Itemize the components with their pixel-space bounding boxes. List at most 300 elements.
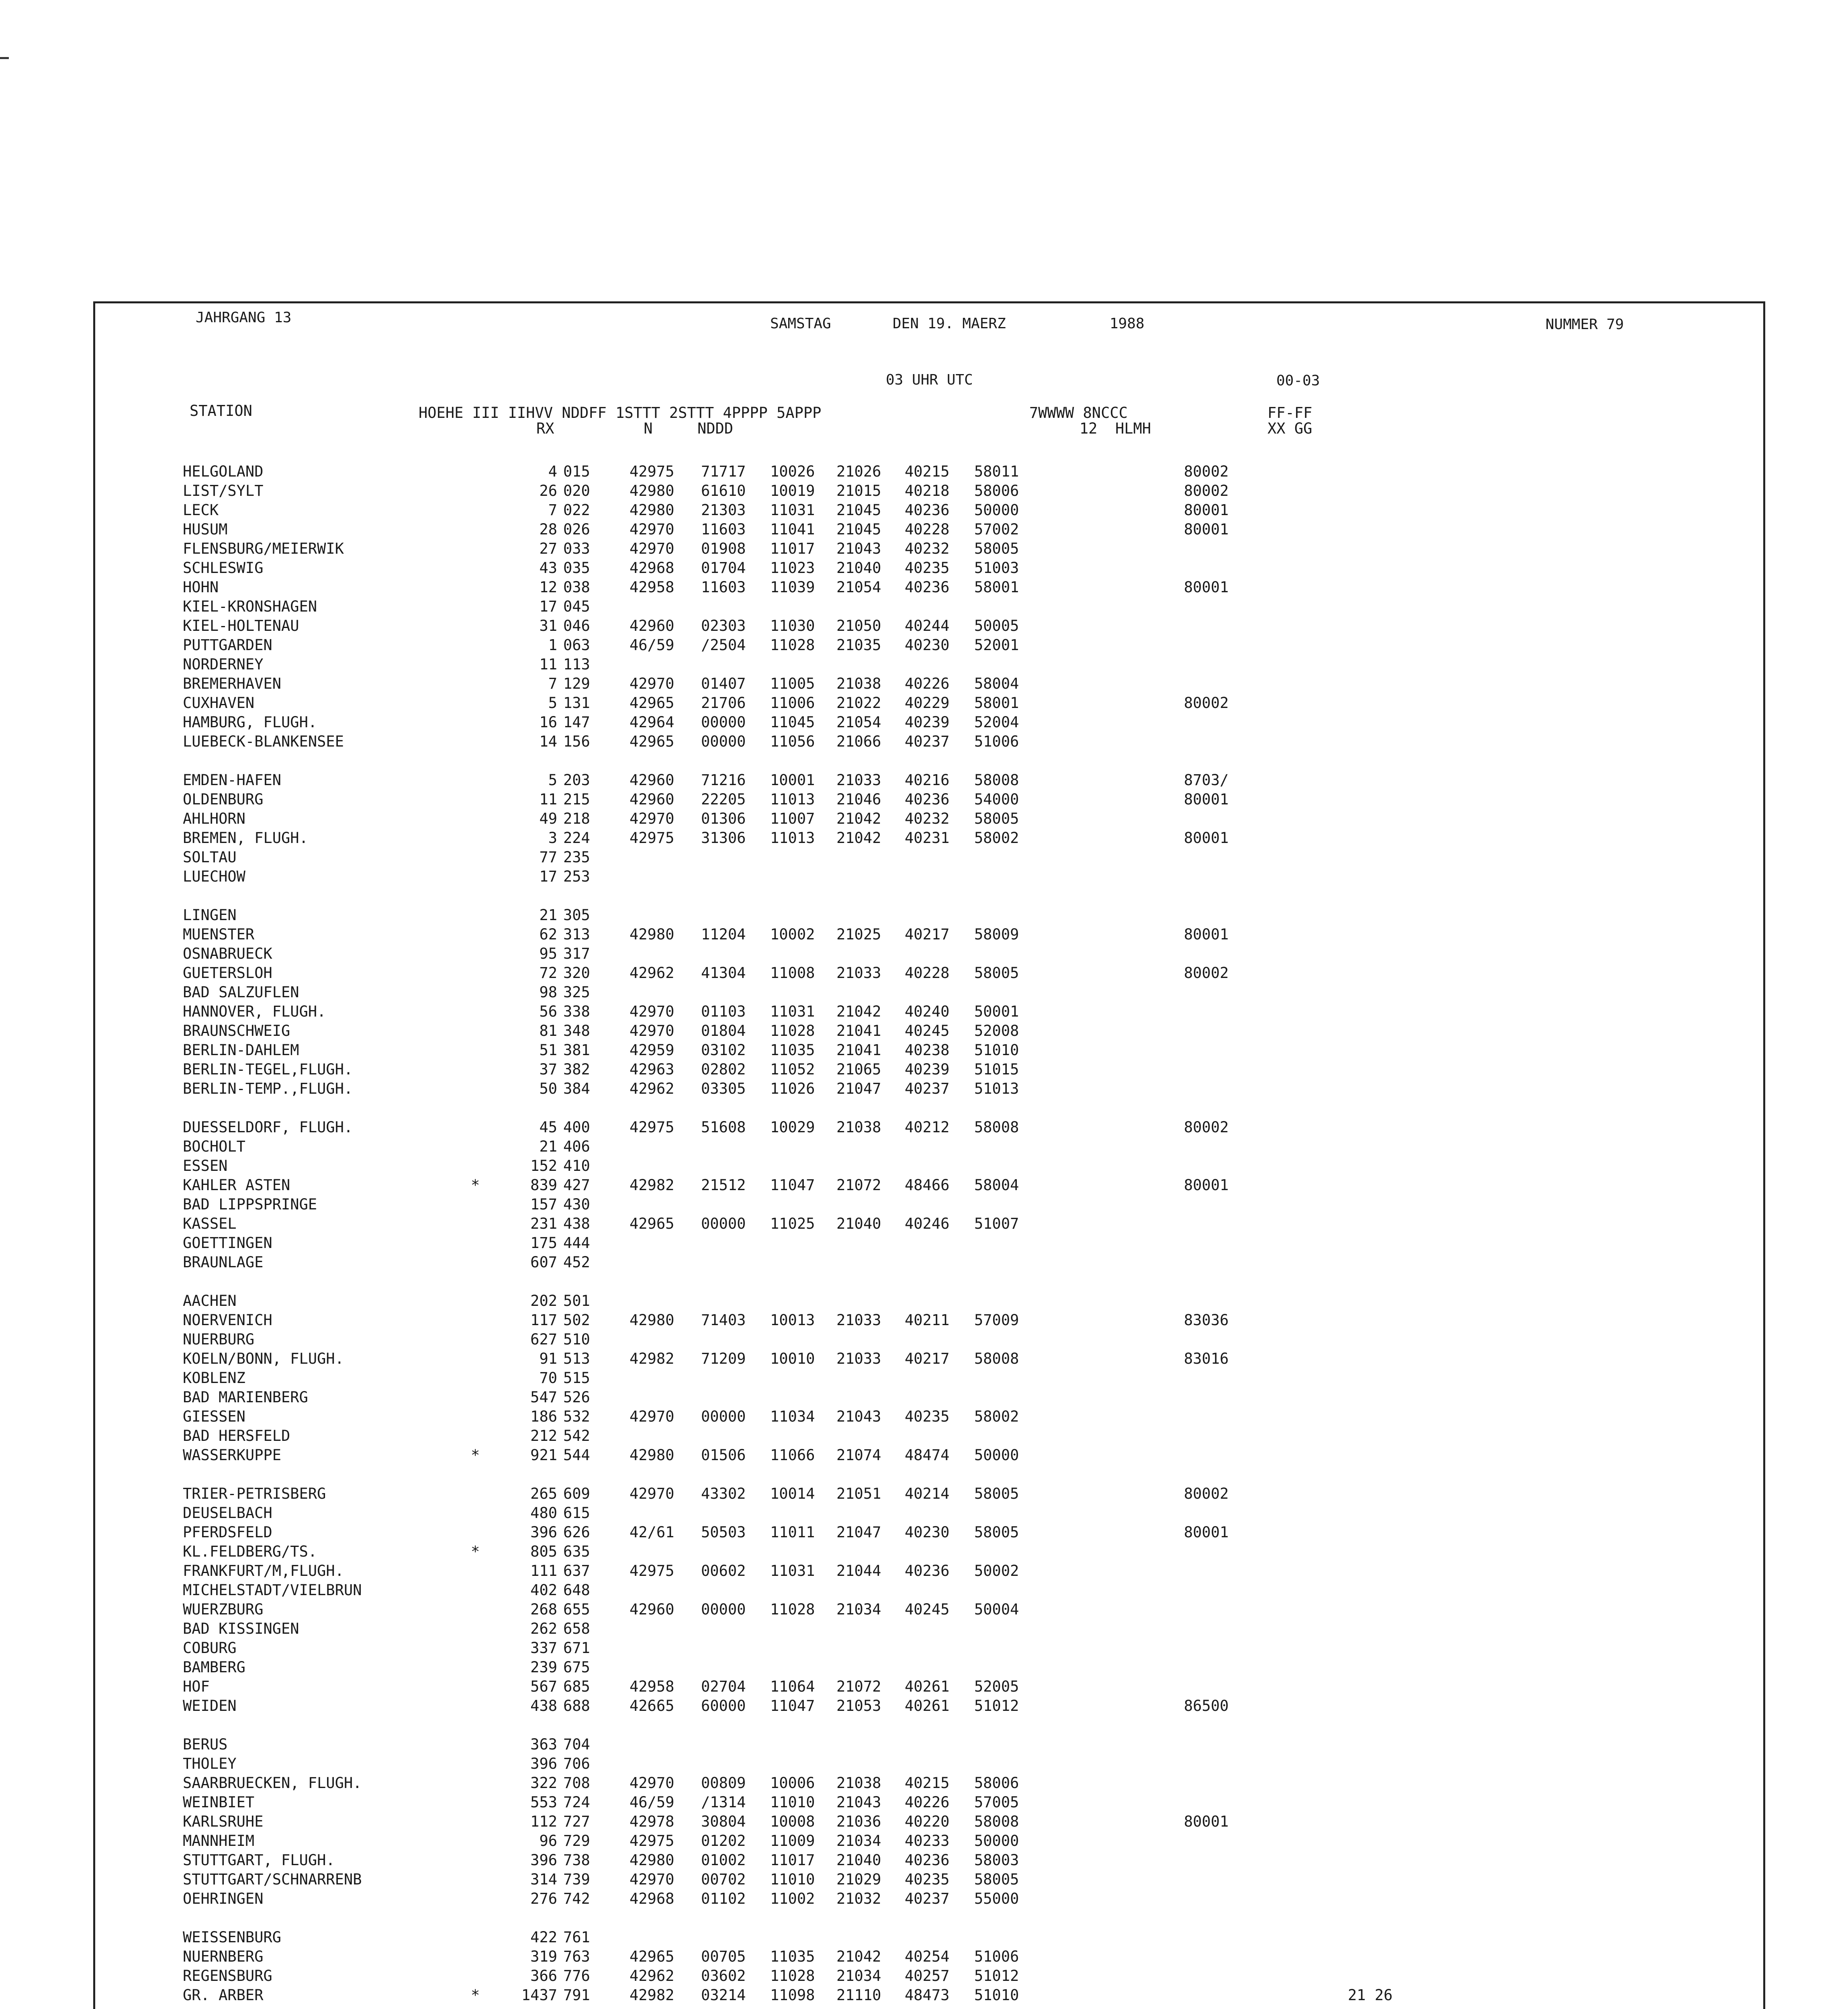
- group-8nccc: 80002: [1184, 964, 1229, 982]
- station-id: 253: [563, 868, 590, 885]
- station-name: WEIDEN: [183, 1697, 237, 1714]
- station-name: BERLIN-TEMP.,FLUGH.: [183, 1080, 353, 1097]
- group-2sttt: 21054: [836, 714, 881, 731]
- station-id: 675: [563, 1659, 590, 1676]
- group-4pppp: 40254: [905, 1948, 950, 1965]
- group-4pppp: 40228: [905, 964, 950, 982]
- group-5appp: 51010: [974, 1041, 1019, 1059]
- group-nddff: 00702: [701, 1871, 746, 1888]
- group-1sttt: 11031: [770, 1562, 815, 1579]
- height: 366: [530, 1967, 557, 1984]
- group-iihvv: 42975: [630, 1562, 675, 1579]
- station-id: 129: [563, 675, 590, 692]
- height: 231: [530, 1215, 557, 1232]
- station-id: 648: [563, 1581, 590, 1599]
- group-2sttt: 21015: [836, 482, 881, 499]
- group-2sttt: 21042: [836, 1948, 881, 1965]
- station-name: BREMEN, FLUGH.: [183, 829, 308, 847]
- group-iihvv: 42970: [630, 1485, 675, 1502]
- group-gusts: 21 26: [1348, 1986, 1393, 2004]
- station-id: 033: [563, 540, 590, 557]
- group-1sttt: 11047: [770, 1697, 815, 1714]
- group-8nccc: 80001: [1184, 579, 1229, 596]
- group-nddff: 01202: [701, 1832, 746, 1849]
- station-name: KL.FELDBERG/TS.: [183, 1543, 317, 1560]
- group-4pppp: 40228: [905, 521, 950, 538]
- group-iihvv: 42980: [630, 482, 675, 499]
- height: 921: [530, 1446, 557, 1464]
- group-2sttt: 21045: [836, 521, 881, 538]
- station-id: 727: [563, 1813, 590, 1830]
- group-iihvv: 42959: [630, 1041, 675, 1059]
- col-gusts: FF-FF: [1267, 404, 1312, 421]
- height: 438: [530, 1697, 557, 1714]
- group-8nccc: 80002: [1184, 694, 1229, 712]
- height: 314: [530, 1871, 557, 1888]
- group-5appp: 54000: [974, 791, 1019, 808]
- station-name: WASSERKUPPE: [183, 1446, 282, 1464]
- group-nddff: 01407: [701, 675, 746, 692]
- group-nddff: 01704: [701, 559, 746, 577]
- page-edge-mark: [0, 57, 9, 59]
- height: 21: [539, 1138, 557, 1155]
- station-name: DEUSELBACH: [183, 1504, 272, 1522]
- station-id: 063: [563, 636, 590, 654]
- group-2sttt: 21042: [836, 829, 881, 847]
- height: 81: [539, 1022, 557, 1039]
- group-1sttt: 11056: [770, 733, 815, 750]
- station-id: 761: [563, 1929, 590, 1946]
- group-4pppp: 40245: [905, 1022, 950, 1039]
- station-name: LINGEN: [183, 906, 237, 924]
- group-iihvv: 42978: [630, 1813, 675, 1830]
- group-5appp: 51012: [974, 1967, 1019, 1984]
- station-id: 502: [563, 1311, 590, 1329]
- station-id: 015: [563, 463, 590, 480]
- observation-time: 03 UHR UTC: [886, 372, 973, 388]
- group-5appp: 50000: [974, 1446, 1019, 1464]
- group-iihvv: 42975: [630, 829, 675, 847]
- group-4pppp: 40232: [905, 810, 950, 827]
- height: 186: [530, 1408, 557, 1425]
- group-iihvv: 42964: [630, 714, 675, 731]
- group-2sttt: 21042: [836, 1003, 881, 1020]
- station-name: STUTTGART/SCHNARRENB: [183, 1871, 362, 1888]
- group-2sttt: 21033: [836, 964, 881, 982]
- station-id: 724: [563, 1794, 590, 1811]
- station-id: 513: [563, 1350, 590, 1367]
- station-id: 305: [563, 906, 590, 924]
- station-id: 626: [563, 1524, 590, 1541]
- height: 17: [539, 598, 557, 615]
- height: 11: [539, 656, 557, 673]
- group-1sttt: 10019: [770, 482, 815, 499]
- group-iihvv: 42970: [630, 1408, 675, 1425]
- group-iihvv: 42982: [630, 1350, 675, 1367]
- station-name: REGENSBURG: [183, 1967, 272, 1984]
- group-2sttt: 21074: [836, 1446, 881, 1464]
- station-id: 791: [563, 1986, 590, 2004]
- group-iihvv: 42960: [630, 771, 675, 789]
- height: 480: [530, 1504, 557, 1522]
- group-4pppp: 40218: [905, 482, 950, 499]
- col-station: STATION: [190, 402, 252, 419]
- height: 70: [539, 1369, 557, 1387]
- height: 262: [530, 1620, 557, 1637]
- station-id: 427: [563, 1176, 590, 1194]
- group-4pppp: 48474: [905, 1446, 950, 1464]
- station-name: LIST/SYLT: [183, 482, 264, 499]
- height: 45: [539, 1119, 557, 1136]
- group-iihvv: 42962: [630, 964, 675, 982]
- group-1sttt: 11005: [770, 675, 815, 692]
- group-1sttt: 11035: [770, 1948, 815, 1965]
- group-iihvv: 42968: [630, 559, 675, 577]
- group-iihvv: 42970: [630, 675, 675, 692]
- group-iihvv: 42980: [630, 1446, 675, 1464]
- group-1sttt: 11035: [770, 1041, 815, 1059]
- height: 268: [530, 1601, 557, 1618]
- height: 4: [548, 463, 557, 480]
- mountain-mark: *: [471, 1446, 480, 1464]
- group-5appp: 58008: [974, 1813, 1019, 1830]
- station-id: 729: [563, 1832, 590, 1849]
- group-2sttt: 21042: [836, 810, 881, 827]
- group-1sttt: 11026: [770, 1080, 815, 1097]
- group-5appp: 58005: [974, 1871, 1019, 1888]
- group-5appp: 58009: [974, 926, 1019, 943]
- station-name: ESSEN: [183, 1157, 228, 1174]
- station-name: BRAUNSCHWEIG: [183, 1022, 290, 1039]
- group-2sttt: 21044: [836, 1562, 881, 1579]
- group-1sttt: 11008: [770, 964, 815, 982]
- group-1sttt: 11034: [770, 1408, 815, 1425]
- group-5appp: 58004: [974, 1176, 1019, 1194]
- group-nddff: 01506: [701, 1446, 746, 1464]
- group-2sttt: 21022: [836, 694, 881, 712]
- group-4pppp: 40229: [905, 694, 950, 712]
- group-4pppp: 40238: [905, 1041, 950, 1059]
- height: 49: [539, 810, 557, 827]
- group-5appp: 58005: [974, 1485, 1019, 1502]
- station-id: 637: [563, 1562, 590, 1579]
- group-iihvv: 42980: [630, 1311, 675, 1329]
- station-name: FLENSBURG/MEIERWIK: [183, 540, 344, 557]
- station-name: WUERZBURG: [183, 1601, 264, 1618]
- group-4pppp: 40245: [905, 1601, 950, 1618]
- station-name: LUEBECK-BLANKENSEE: [183, 733, 344, 750]
- mountain-mark: *: [471, 1986, 480, 2004]
- station-name: PUTTGARDEN: [183, 636, 272, 654]
- station-name: BAD HERSFELD: [183, 1427, 290, 1444]
- group-iihvv: 42968: [630, 1890, 675, 1907]
- group-1sttt: 11039: [770, 579, 815, 596]
- group-2sttt: 21029: [836, 1871, 881, 1888]
- group-nddff: 61610: [701, 482, 746, 499]
- height: 363: [530, 1736, 557, 1753]
- group-iihvv: 42970: [630, 1003, 675, 1020]
- group-5appp: 58005: [974, 1524, 1019, 1541]
- group-5appp: 58005: [974, 810, 1019, 827]
- height: 96: [539, 1832, 557, 1849]
- height: 322: [530, 1774, 557, 1792]
- group-4pppp: 40215: [905, 463, 950, 480]
- group-5appp: 58003: [974, 1851, 1019, 1869]
- station-id: 113: [563, 656, 590, 673]
- group-1sttt: 11031: [770, 1003, 815, 1020]
- group-2sttt: 21038: [836, 675, 881, 692]
- height: 5: [548, 694, 557, 712]
- station-id: 685: [563, 1678, 590, 1695]
- group-4pppp: 40230: [905, 1524, 950, 1541]
- group-4pppp: 40220: [905, 1813, 950, 1830]
- group-4pppp: 40240: [905, 1003, 950, 1020]
- group-nddff: 00000: [701, 1215, 746, 1232]
- station-name: SAARBRUECKEN, FLUGH.: [183, 1774, 362, 1792]
- group-4pppp: 40235: [905, 1871, 950, 1888]
- group-5appp: 50000: [974, 1832, 1019, 1849]
- height: 265: [530, 1485, 557, 1502]
- group-nddff: 60000: [701, 1697, 746, 1714]
- group-nddff: 01102: [701, 1890, 746, 1907]
- station-name: HAMBURG, FLUGH.: [183, 714, 317, 731]
- col-codes-line2: RX N NDDD: [536, 420, 734, 437]
- group-2sttt: 21040: [836, 1851, 881, 1869]
- group-1sttt: 11013: [770, 791, 815, 808]
- station-id: 035: [563, 559, 590, 577]
- group-2sttt: 21038: [836, 1774, 881, 1792]
- group-iihvv: 42962: [630, 1080, 675, 1097]
- group-iihvv: 42960: [630, 1601, 675, 1618]
- group-2sttt: 21036: [836, 1813, 881, 1830]
- group-5appp: 58001: [974, 579, 1019, 596]
- group-2sttt: 21065: [836, 1061, 881, 1078]
- height: 202: [530, 1292, 557, 1309]
- station-id: 609: [563, 1485, 590, 1502]
- group-4pppp: 40237: [905, 1080, 950, 1097]
- group-2sttt: 21047: [836, 1524, 881, 1541]
- group-iihvv: 42960: [630, 791, 675, 808]
- station-name: NOERVENICH: [183, 1311, 272, 1329]
- station-id: 235: [563, 849, 590, 866]
- height: 56: [539, 1003, 557, 1020]
- group-nddff: 43302: [701, 1485, 746, 1502]
- station-id: 382: [563, 1061, 590, 1078]
- group-nddff: 11204: [701, 926, 746, 943]
- group-4pppp: 40217: [905, 1350, 950, 1367]
- group-5appp: 52004: [974, 714, 1019, 731]
- group-nddff: 03305: [701, 1080, 746, 1097]
- group-5appp: 51010: [974, 1986, 1019, 2004]
- station-name: OEHRINGEN: [183, 1890, 264, 1907]
- height: 175: [530, 1234, 557, 1252]
- group-2sttt: 21034: [836, 1967, 881, 1984]
- group-iihvv: 42970: [630, 1774, 675, 1792]
- station-name: NUERBURG: [183, 1331, 255, 1348]
- group-1sttt: 11013: [770, 829, 815, 847]
- group-8nccc: 80001: [1184, 791, 1229, 808]
- station-name: KAHLER ASTEN: [183, 1176, 290, 1194]
- group-8nccc: 80001: [1184, 501, 1229, 519]
- group-5appp: 51007: [974, 1215, 1019, 1232]
- group-iihvv: 42963: [630, 1061, 675, 1078]
- station-name: BRAUNLAGE: [183, 1254, 264, 1271]
- group-nddff: 01306: [701, 810, 746, 827]
- group-4pppp: 40236: [905, 1562, 950, 1579]
- group-iihvv: 42958: [630, 579, 675, 596]
- station-id: 348: [563, 1022, 590, 1039]
- group-nddff: 71717: [701, 463, 746, 480]
- group-1sttt: 10013: [770, 1311, 815, 1329]
- group-8nccc: 86500: [1184, 1697, 1229, 1714]
- group-1sttt: 11028: [770, 1601, 815, 1618]
- height: 31: [539, 617, 557, 634]
- group-iihvv: 42970: [630, 1022, 675, 1039]
- group-5appp: 52008: [974, 1022, 1019, 1039]
- station-id: 542: [563, 1427, 590, 1444]
- station-name: BREMERHAVEN: [183, 675, 282, 692]
- group-2sttt: 21072: [836, 1678, 881, 1695]
- station-name: WEINBIET: [183, 1794, 255, 1811]
- height: 402: [530, 1581, 557, 1599]
- group-nddff: 71209: [701, 1350, 746, 1367]
- height: 111: [530, 1562, 557, 1579]
- station-name: MICHELSTADT/VIELBRUN: [183, 1581, 362, 1599]
- height: 72: [539, 964, 557, 982]
- station-id: 658: [563, 1620, 590, 1637]
- group-4pppp: 40233: [905, 1832, 950, 1849]
- group-5appp: 50002: [974, 1562, 1019, 1579]
- group-nddff: 71216: [701, 771, 746, 789]
- station-name: WEISSENBURG: [183, 1929, 282, 1946]
- group-5appp: 58008: [974, 1350, 1019, 1367]
- group-1sttt: 11047: [770, 1176, 815, 1194]
- group-8nccc: 80001: [1184, 521, 1229, 538]
- group-5appp: 50005: [974, 617, 1019, 634]
- group-4pppp: 40257: [905, 1967, 950, 1984]
- group-nddff: /1314: [701, 1794, 746, 1811]
- group-1sttt: 11041: [770, 521, 815, 538]
- group-4pppp: 48473: [905, 1986, 950, 2004]
- group-4pppp: 40217: [905, 926, 950, 943]
- group-8nccc: 80001: [1184, 1176, 1229, 1194]
- group-2sttt: 21033: [836, 1350, 881, 1367]
- group-nddff: 01804: [701, 1022, 746, 1039]
- station-id: 022: [563, 501, 590, 519]
- group-4pppp: 40237: [905, 1890, 950, 1907]
- group-2sttt: 21066: [836, 733, 881, 750]
- group-iihvv: 42970: [630, 810, 675, 827]
- group-5appp: 58004: [974, 675, 1019, 692]
- group-1sttt: 10006: [770, 1774, 815, 1792]
- height: 14: [539, 733, 557, 750]
- station-id: 544: [563, 1446, 590, 1464]
- group-2sttt: 21043: [836, 1794, 881, 1811]
- station-id: 706: [563, 1755, 590, 1772]
- col-weather-2: 12 HLMH: [1079, 420, 1151, 437]
- height: 3: [548, 829, 557, 847]
- group-2sttt: 21025: [836, 926, 881, 943]
- height: 396: [530, 1524, 557, 1541]
- group-4pppp: 40236: [905, 501, 950, 519]
- station-name: HELGOLAND: [183, 463, 264, 480]
- height: 337: [530, 1639, 557, 1657]
- height: 28: [539, 521, 557, 538]
- station-name: FRANKFURT/M,FLUGH.: [183, 1562, 344, 1579]
- station-name: BAD SALZUFLEN: [183, 984, 299, 1001]
- height: 396: [530, 1851, 557, 1869]
- group-5appp: 57005: [974, 1794, 1019, 1811]
- group-5appp: 51012: [974, 1697, 1019, 1714]
- group-1sttt: 11010: [770, 1794, 815, 1811]
- station-name: KASSEL: [183, 1215, 237, 1232]
- station-name: NORDERNEY: [183, 656, 264, 673]
- group-4pppp: 40235: [905, 1408, 950, 1425]
- station-id: 320: [563, 964, 590, 982]
- group-nddff: 00705: [701, 1948, 746, 1965]
- group-2sttt: 21054: [836, 579, 881, 596]
- group-iihvv: 42982: [630, 1986, 675, 2004]
- group-iihvv: 42980: [630, 926, 675, 943]
- group-1sttt: 11002: [770, 1890, 815, 1907]
- height: 805: [530, 1543, 557, 1560]
- group-1sttt: 10014: [770, 1485, 815, 1502]
- height: 7: [548, 501, 557, 519]
- group-iihvv: 42975: [630, 1832, 675, 1849]
- height: 95: [539, 945, 557, 962]
- group-5appp: 50000: [974, 501, 1019, 519]
- group-8nccc: 83016: [1184, 1350, 1229, 1367]
- group-nddff: 01103: [701, 1003, 746, 1020]
- station-name: THOLEY: [183, 1755, 237, 1772]
- group-5appp: 58001: [974, 694, 1019, 712]
- group-5appp: 58006: [974, 482, 1019, 499]
- station-id: 325: [563, 984, 590, 1001]
- station-id: 215: [563, 791, 590, 808]
- group-nddff: 02303: [701, 617, 746, 634]
- station-name: BAD MARIENBERG: [183, 1389, 308, 1406]
- group-iihvv: 42962: [630, 1967, 675, 1984]
- station-id: 020: [563, 482, 590, 499]
- height: 157: [530, 1196, 557, 1213]
- group-nddff: 22205: [701, 791, 746, 808]
- station-id: 430: [563, 1196, 590, 1213]
- group-nddff: 00000: [701, 714, 746, 731]
- group-iihvv: 42970: [630, 521, 675, 538]
- issue-number: NUMMER 79: [1545, 316, 1624, 333]
- station-id: 317: [563, 945, 590, 962]
- station-id: 526: [563, 1389, 590, 1406]
- group-2sttt: 21034: [836, 1601, 881, 1618]
- station-id: 635: [563, 1543, 590, 1560]
- station-name: HUSUM: [183, 521, 228, 538]
- group-2sttt: 21040: [836, 1215, 881, 1232]
- group-4pppp: 40231: [905, 829, 950, 847]
- group-1sttt: 11064: [770, 1678, 815, 1695]
- station-id: 147: [563, 714, 590, 731]
- station-id: 510: [563, 1331, 590, 1348]
- group-nddff: 00000: [701, 1601, 746, 1618]
- group-5appp: 51003: [974, 559, 1019, 577]
- group-8nccc: 80001: [1184, 829, 1229, 847]
- station-id: 438: [563, 1215, 590, 1232]
- group-iihvv: 46/59: [630, 636, 675, 654]
- station-id: 708: [563, 1774, 590, 1792]
- height: 16: [539, 714, 557, 731]
- group-4pppp: 40244: [905, 617, 950, 634]
- station-name: NUERNBERG: [183, 1948, 264, 1965]
- group-4pppp: 40211: [905, 1311, 950, 1329]
